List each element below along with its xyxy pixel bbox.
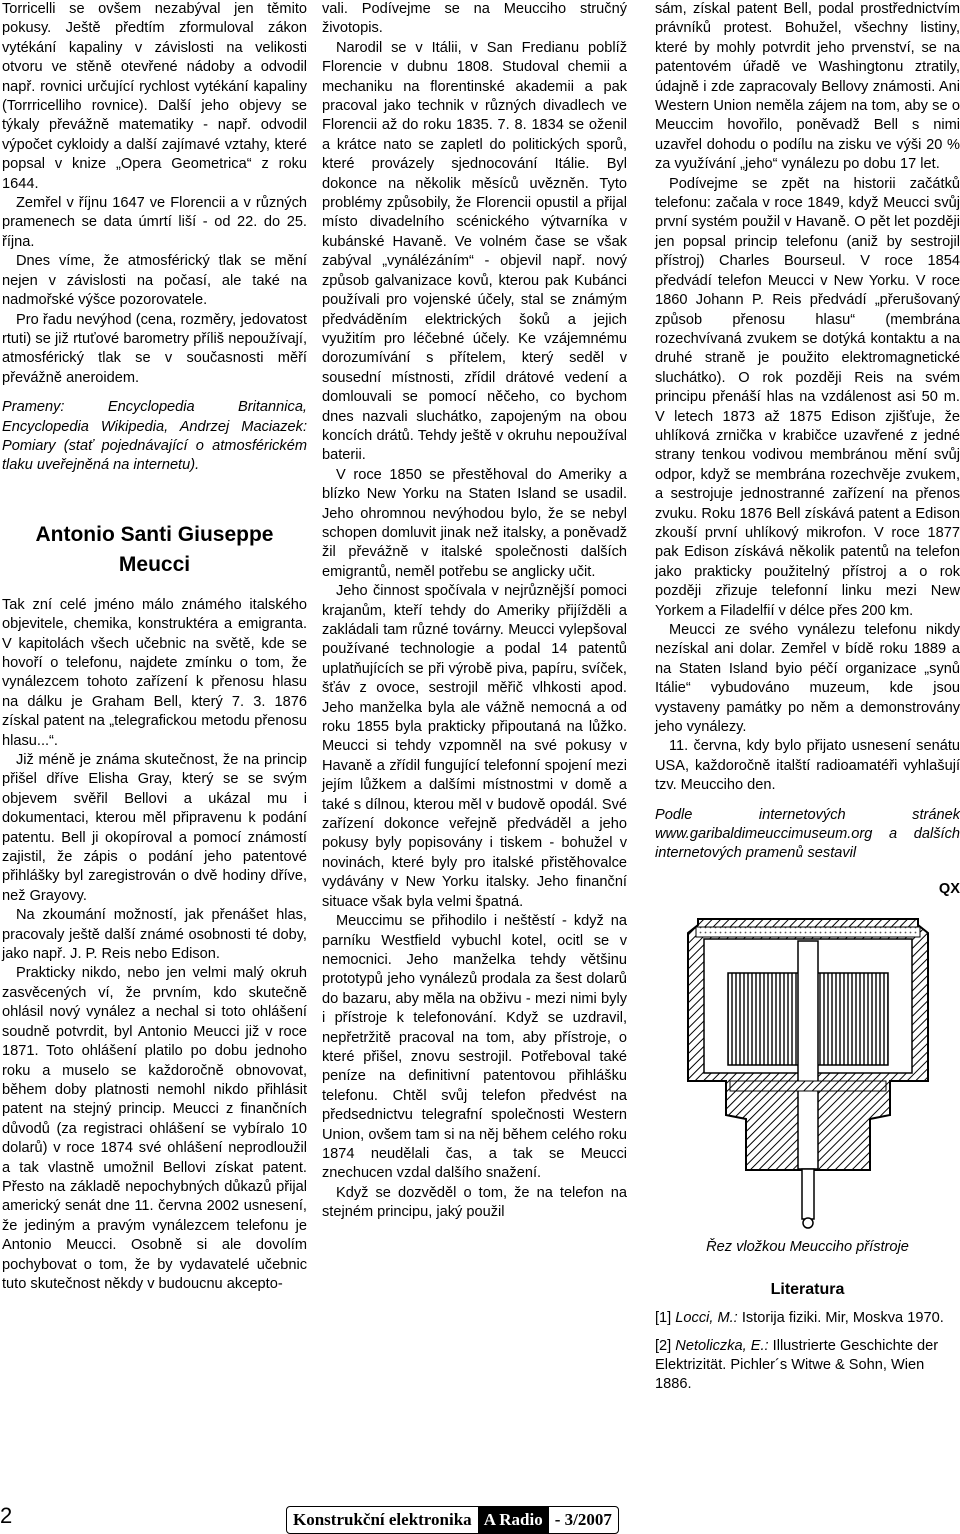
author-signature: QX: [938, 880, 960, 897]
body-paragraph: V roce 1850 se přestěhoval do Ameriky a blízko New Yorku na Staten Island se usadil. Jeho ohromnou nevýhodou bylo, že se nebyl schopen domluvit jinak než italsky, a poněvadž žil převážně v italské společnosti dalších emigrantů, neměl potřebu se anglicky učit.: [322, 466, 627, 580]
body-paragraph: Když se dozvěděl o tom, že na telefon na stejném principu, jaký použil: [322, 1184, 627, 1221]
reference-item: [655, 1309, 960, 1328]
body-paragraph: Meuccimu se přihodilo i neštěstí - když na parníku Westfield vybuchl kotel, ocitl se v nemocnici. Jeho manželka tehdy většinu prototypů jeho vynálezů prodala za šest dolarů do bazaru, aby měla na obživu - mezi nimi byly i přístroje k telefonování. Když se uzdravil, nepřetržitě pracoval na tom, aby přístroje, o které přišel, znovu sestrojil. Potřeboval také peníze na definitivní patentovou přihlášku telefonu. Chtěl svůj telefon předvést na předsednictvu telegrafní společnosti Western Union, ovšem tam si na něj během celého roku 1874 neudělali čas, a tak se Meucci znechucen vzdal dalšího snažení.: [322, 913, 627, 1182]
literature-heading: Literatura: [770, 1280, 845, 1298]
body-paragraph: Jeho činnost spočívala v nejrůznější pomoci krajanům, kteří tehdy do Ameriky přijížděli a zakládali tam různé továrny. Meucci vylepšoval používané technologie a podal 14 patentů uplatňujících se při výrobě piva, papíru, svíček, šťáv z ovoce, sestrojil měřič vlhkosti apod. Jeho manželka byla ale vážně nemocná a od roku 1855 byla prakticky připoutaná na lůžko. Meucci si tehdy vzpomněl na své pokusy v Havaně a zřídil fungující telefonní spojení mezi jejím lůžkem a dalšími místnostmi v domě a také s dílnou, kterou měl v budově opodál. Své zařízení dokonce veřejně předváděl a jeho pokusy byly popisovány i tiskem - bohužel v novinách, které byly pro italské přistěhovalce vydávány v New Yorku italsky. Jeho finanční situace však byla velmi špatná.: [322, 583, 627, 910]
terminal-knob: [803, 1218, 813, 1228]
base-plate: [730, 1081, 886, 1091]
body-paragraph: vali. Podívejme se na Meucciho stručný životopis.: [322, 1, 627, 37]
body-paragraph: Meucci ze svého vynálezu telefonu nikdy nezískal ani dolar. Zemřel v bídě roku 1889 a na Staten Island byio péčí organizace „synů Itálie“ vybudováno muzeum, kde jsou vystaveny památky po něm a demonstrovány jeho vynálezy.: [655, 622, 960, 736]
body-paragraph: Na zkoumání možností, jak přenášet hlas, pracovaly ještě další známé osobnosti té doby, jako např. J. P. Reis nebo Edison.: [2, 907, 307, 963]
terminal-post: [802, 1169, 814, 1219]
column-3: [655, 0, 960, 1403]
reference-text: Illustrierte Geschichte der Elektrizität. Pichler´s Witwe & Sohn, Wien 1886.: [655, 1337, 939, 1393]
magazine-banner: [286, 1506, 619, 1534]
reference-number: [1]: [655, 1310, 672, 1327]
attribution-note: Podle internetových stránek www.garibaldimeuccimuseum.org a dalších internetových pramenů sestavil: [655, 806, 960, 862]
figure-telephone-cross-section: [658, 905, 958, 1230]
cross-section-drawing: [658, 905, 958, 1230]
figure-caption: Řez vložkou Meucciho přístroje: [706, 1239, 909, 1256]
body-paragraph: Tak zní celé jméno málo známého italského objevitele, chemika, konstruktéra a emigranta. V kapitolách všech učebnic na světě, kde se hovoří o telefonu, najdete zmínku o tom, že vynálezcem tohoto zařízení k přenosu hlasu na dálku je Graham Bell, který 7. 3. 1876 získal patent na „telegrafickou metodu přenosu hlasu...“.: [2, 596, 307, 749]
body-paragraph: Podívejme se zpět na historii začátků telefonu: začala v roce 1849, když Meucci svůj první systém použil v Havaně. O pět let později jen popsal princip telefonu (aniž by sestrojil přístroj) Charles Bourseul. V roce 1854 předvádí telefon Meucci v New Yorku. V roce 1860 Johann P. Reis předvádí „přerušovaný způsob přenosu hlasu“ (membrána rozechvívaná zvukem se dotýká kontaktu a na druhé straně je použito elektromagnetické sluchátko). O rok později Reis na svém principu přenáší hlas na vzdálenost asi 50 m. V letech 1873 až 1875 Edison zjišťuje, že uhlíková zrnička v krabičce uzavřené z jedné strany tenkou vodivou membránou mění svůj odpor, když se membrána rozechvěje zvukem, a sestrojuje jednostranné zařízení na přenos zvuku. Roku 1876 Bell získává patent a Edison zkouší první uhlíkový mikrofon. V roce 1877 pak Edison získává několik patentů na telefon jako prakticky použitelný přístroj a o rok později zřizuje telefonní linku mezi New Yorkem a Filadelfií v délce přes 200 km.: [655, 175, 960, 619]
magnet-core: [798, 941, 818, 1169]
body-paragraph: Dnes víme, že atmosférický tlak se mění nejen v závislosti na počasí, ale také na nadmořské výšce pozorovatele.: [2, 253, 307, 309]
page-number: 2: [0, 1503, 13, 1528]
body-paragraph: Narodil se v Itálii, v San Fredianu poblíž Florencie v dubnu 1808. Studoval chemii a mechaniku na florentinské akademii a pak pracoval jako technik v různých divadlech ve Florencii až do roku 1835. 7. 8. 1834 se oženil a krátce nato se zapletl do politických sporů, které provázely sjednocování Itálie. Byl dokonce na několik měsíců uvězněn. Tyto problémy způsobily, že Florencii opustil a přijal místo divadelního scénického výtvarníka v kubánské Havaně. Ve volném čase se však zabýval „vynálézáním“ - objevil např. nový způsob galvanizace kovů, kterou pak Kubánci používali pro vojenské účely, stal se známým předváděním elektrických šoků a jejich využitím pro léčebné účely. Ke vzájemnému dorozumívání s přítelem, který seděl v sousední místnosti, zřídil drátové vedení a domlouvali se pomocí něčeho, co bychom dnes nazvali sluchátko, zapojeným na obou koncích drátů. Tehdy ještě v okruhu nepoužíval baterii.: [322, 39, 627, 464]
magazine-highlight: A Radio: [478, 1507, 549, 1533]
article-title: Antonio Santi Giuseppe Meucci: [35, 522, 274, 576]
body-paragraph: Pro řadu nevýhod (cena, rozměry, jedovatost rtuti) se již rtuťové barometry příliš nepoužívají, atmosférický tlak se v současnosti měří převážně aneroidem.: [2, 311, 307, 386]
issue-number: - 3/2007: [554, 1510, 612, 1529]
column-1: [2, 0, 307, 1294]
reference-author: Netoliczka, E.:: [675, 1337, 769, 1354]
reference-item: [655, 1337, 960, 1395]
reference-author: Locci, M.:: [675, 1310, 738, 1327]
column-2: [322, 0, 627, 1223]
magazine-name: Konstrukční elektronika: [293, 1510, 472, 1529]
body-paragraph: Zemřel v říjnu 1647 ve Florencii a v různých pramenech se data úmrtí liší - od 22. do 25. října.: [2, 195, 307, 250]
reference-number: [2]: [655, 1337, 672, 1354]
reference-text: Istorija fiziki. Mir, Moskva 1970.: [741, 1310, 944, 1327]
body-paragraph: sám, získal patent Bell, podal prostřednictvím právníků protest. Bohužel, všechny listiny, které by mohly potvrdit jeho prvenství, se na patentovém úřadě ve Washingtonu ztratily, údajně i zde zapracovaly Bellovy známosti. Ani Western Union neměla zájem na tom, aby se o Meuccim hovořilo, poněvadž Bell s nimi uzavřel dohodu o podílu na zisku ve výši 20 % za využívání „jeho“ vynálezu po dobu 17 let.: [655, 1, 960, 173]
page-footer: [0, 1500, 960, 1532]
sources-note: Prameny: Encyclopedia Britannica, Encyclopedia Wikipedia, Andrzej Maciazek: Pomiary (stať pojednávající o atmosférickém tlaku uveřejněná na internetu).: [2, 399, 307, 474]
body-paragraph: 11. června, kdy bylo přijato usnesení senátu USA, každoročně italští radioamatéři vyhlašují tzv. Meucciho den.: [655, 738, 960, 794]
body-paragraph: Torricelli se ovšem nezabýval jen těmito pokusy. Ještě předtím zformuloval zákon vytékání kapaliny v závislosti na velikosti otvoru ve stěně otevřené nádoby a odvodil např. rovnici určující rychlost vytékání kapaliny (Torrricelliho rovnice). Další jeho objevy se týkaly převážně matematiky - např. odvodil výpočet cykloidy a další zajímavé vztahy, které popsal v knize „Opera Geometrica“ z roku 1644.: [2, 1, 307, 192]
diaphragm: [696, 927, 920, 937]
body-paragraph: Prakticky nikdo, nebo jen velmi malý okruh zasvěcených ví, že prvním, kdo skutečně ohlásil nový vynález a nechal si toto ohlášení soudně potvrdit, byl Antonio Meucci již v roce 1871. Toto ohlášení platilo po dobu jednoho roku a muselo se každoročně obnovovat, během doby platnosti nemohl nikdo přihlásit patent na stejný princip. Meucci z finančních důvodů (za registraci ohlášení se vybíralo 10 dolarů) v roce 1874 své ohlášení neprodloužil a tak vlastně umožnil Bellovi získat patent. Přesto na základě nepochybných důkazů přijal americký senát dne 11. června 2002 usnesení, že jediným a pravým vynálezcem telefonu je Antonio Meucci. Osobně si ale dovolím pochybovat o tom, že by vydavatelé učebnic tuto skutečnost někdy v budoucnu akcepto-: [2, 965, 307, 1292]
body-paragraph: Již méně je známa skutečnost, že na princip přišel dříve Elisha Gray, který se se svým objevem svěřil Bellovi a ukázal mu i dokumentaci, kterou měl připravenu k podání patentu. Bell ji okopíroval a pomocí známostí zajistil, že zápis o podání jeho patentové přihlášky byl zaregistrován o dvě hodiny dříve, než Grayovy.: [2, 752, 307, 904]
